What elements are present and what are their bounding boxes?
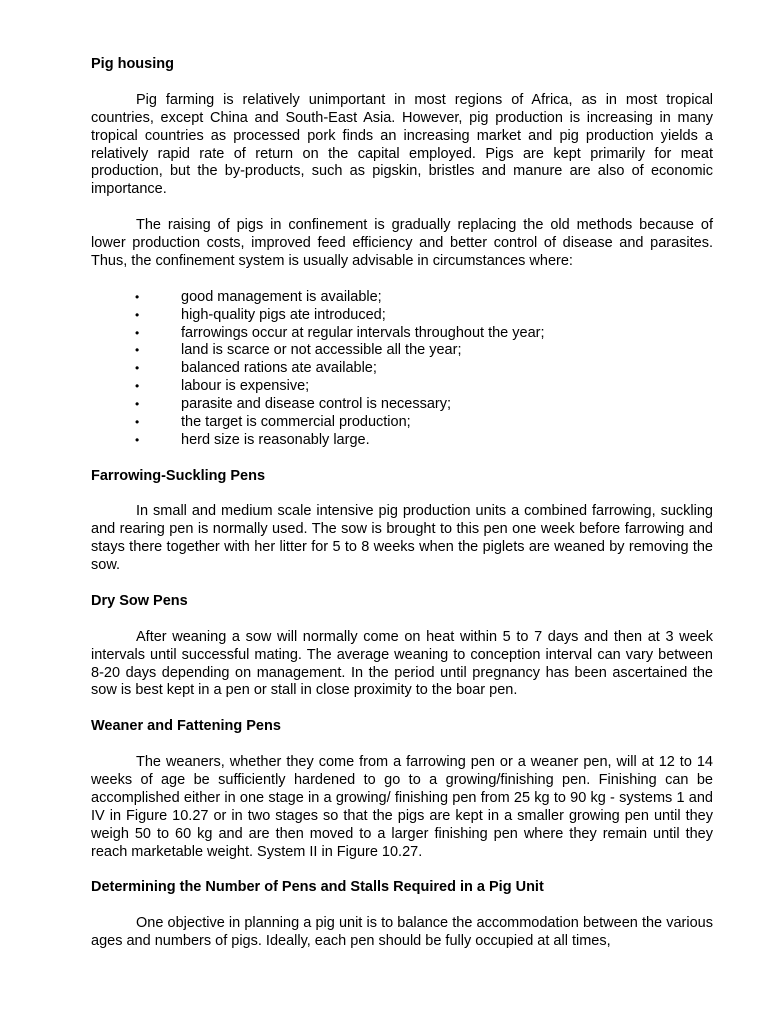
list-item: • herd size is reasonably large. xyxy=(135,431,370,448)
bullet-icon: • xyxy=(135,343,140,358)
confinement-conditions-list xyxy=(91,289,713,450)
section-heading-weaner-fattening-pens: Weaner and Fattening Pens xyxy=(91,718,281,735)
bullet-icon: • xyxy=(135,397,140,412)
document-page xyxy=(91,56,713,951)
bullet-icon: • xyxy=(135,361,140,376)
list-item: • labour is expensive; xyxy=(135,378,310,395)
section-heading-number-of-pens: Determining the Number of Pens and Stalls Required in a Pig Unit xyxy=(91,879,544,896)
paragraph-farrowing: In small and medium scale intensive pig production units a combined farrowing, suckling and rearing pen is normally used. The sow is brought to this pen one week before farrowing and stays there together with her litter for 5 to 8 weeks when the piglets are weaned by removing the sow. xyxy=(91,503,713,574)
section-heading-dry-sow-pens: Dry Sow Pens xyxy=(91,592,188,609)
list-item: • farrowings occur at regular intervals throughout the year; xyxy=(135,324,545,341)
paragraph-dry-sow: After weaning a sow will normally come on heat within 5 to 7 days and then at 3 week intervals until successful mating. The average weaning to conception interval can vary between 8-20 days depending on management. In the period until pregnancy has been ascertained the sow is best kept in a pen or stall in close proximity to the boar pen. xyxy=(91,628,713,699)
bullet-icon: • xyxy=(135,289,140,304)
bullet-icon: • xyxy=(135,325,140,340)
bullet-icon: • xyxy=(135,432,140,447)
list-item: • land is scarce or not accessible all the year; xyxy=(135,342,462,359)
list-item: • the target is commercial production; xyxy=(135,413,411,430)
bullet-icon: • xyxy=(135,414,140,429)
list-item: • balanced rations ate available; xyxy=(135,360,377,377)
section-heading-pig-housing: Pig housing xyxy=(91,56,174,72)
paragraph-weaners: The weaners, whether they come from a farrowing pen or a weaner pen, will at 12 to 14 weeks of age be sufficiently hardened to go to a growing/finishing pen. Finishing can be accomplished either in one stage in a growing/ finishing pen from 25 kg to 90 kg - systems 1 and IV in Figure 10.27 or in two stages so that the pigs are kept in a smaller growing pen until they weigh 50 to 60 kg and are then moved to a larger finishing pen where they remain until they reach marketable weight. System II in Figure 10.27. xyxy=(91,754,713,860)
paragraph-planning: One objective in planning a pig unit is to balance the accommodation between the various ages and numbers of pigs. Ideally, each pen should be fully occupied at all times, xyxy=(91,915,713,950)
bullet-icon: • xyxy=(135,307,140,322)
list-item: • parasite and disease control is necessary; xyxy=(135,396,452,413)
paragraph-confinement: The raising of pigs in confinement is gradually replacing the old methods because of lower production costs, improved feed efficiency and better control of disease and parasites. Thus, the confinement system is usually advisable in circumstances where: xyxy=(91,217,713,269)
list-item: • good management is available; xyxy=(135,288,382,305)
section-heading-farrowing-suckling-pens: Farrowing-Suckling Pens xyxy=(91,467,266,484)
bullet-icon: • xyxy=(135,379,140,394)
paragraph-pig-farming: Pig farming is relatively unimportant in most regions of Africa, as in most tropical countries, except China and South-East Asia. However, pig production is increasing in many tropical countries as processed pork finds an increasing market and pig production yields a relatively rapid rate of return on the capital employed. Pigs are kept primarily for meat production, but the by-products, such as pigskin, bristles and manure are also of economic importance. xyxy=(91,91,713,198)
list-item: • high-quality pigs ate introduced; xyxy=(135,306,386,323)
